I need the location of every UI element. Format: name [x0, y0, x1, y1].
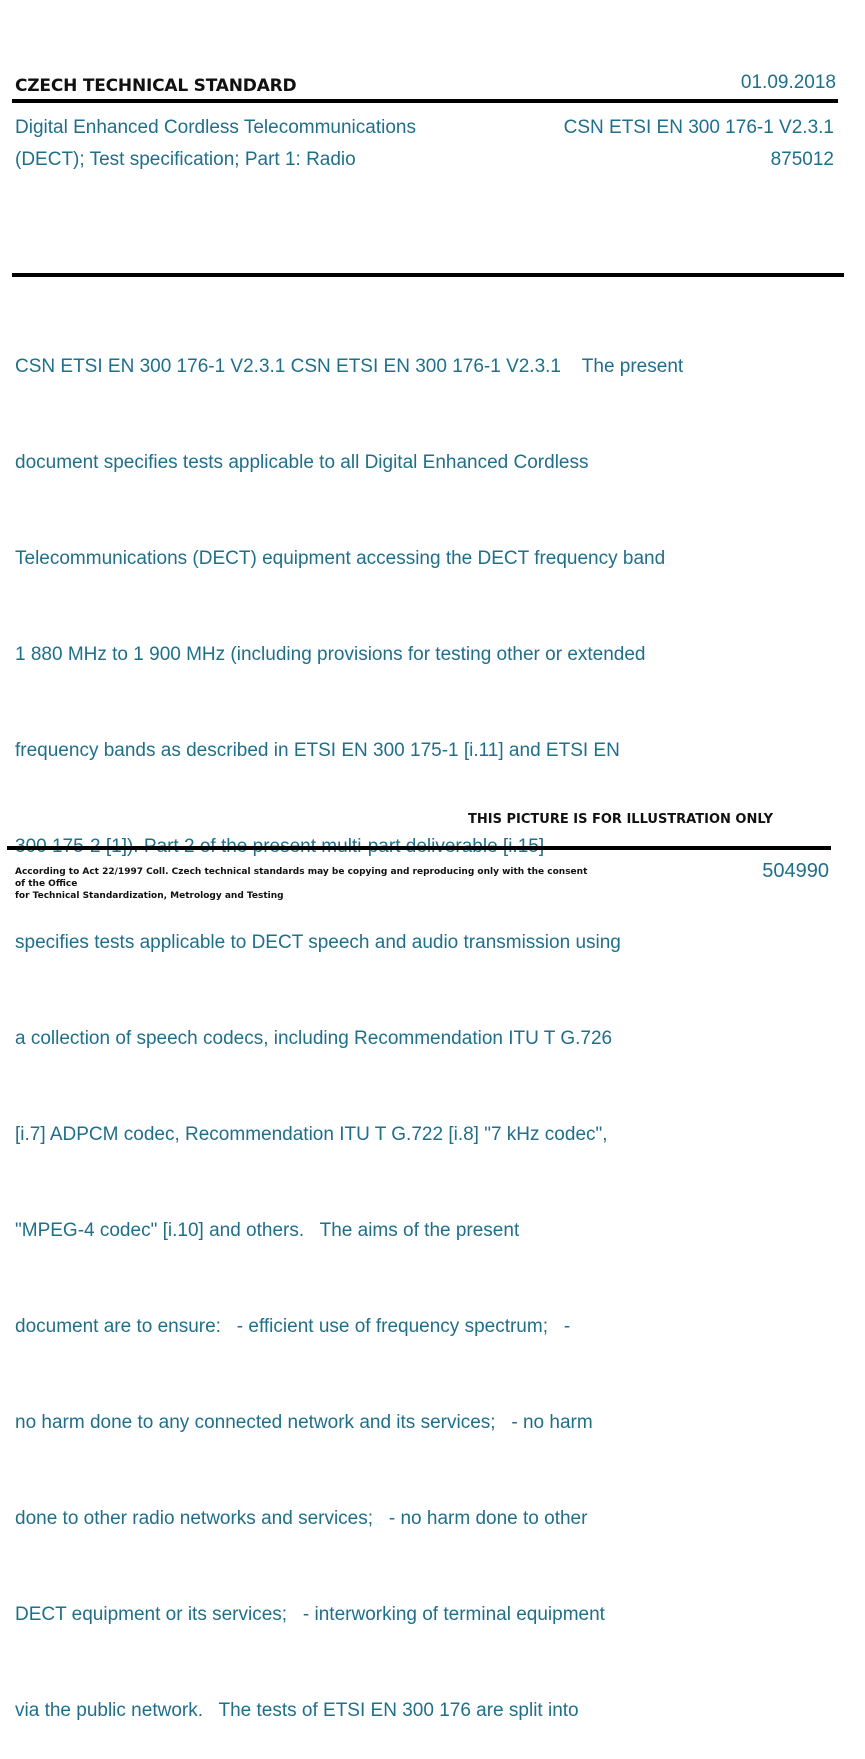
abstract-line: CSN ETSI EN 300 176-1 V2.3.1 CSN ETSI EN 300 176-1 V2.3.1 The present	[15, 356, 684, 377]
title-divider	[12, 273, 844, 277]
publication-date: 01.09.2018	[740, 72, 836, 93]
abstract-line: document are to ensure: - efficient use of frequency spectrum; -	[15, 1316, 571, 1337]
abstract-line: specifies tests applicable to DECT speech and audio transmission using	[15, 932, 621, 953]
copyright-notice	[15, 866, 595, 902]
abstract-line: a collection of speech codecs, including Recommendation ITU T G.726	[15, 1028, 613, 1049]
footer-number: 504990	[762, 860, 829, 882]
abstract-line: Telecommunications (DECT) equipment accessing the DECT frequency band	[15, 548, 666, 569]
header-divider	[12, 99, 838, 103]
abstract-text	[15, 287, 795, 1759]
document-title-line-2: (DECT); Test specification; Part 1: Radio	[15, 149, 356, 170]
abstract-line: document specifies tests applicable to all Digital Enhanced Cordless	[15, 452, 589, 473]
abstract-line: "MPEG-4 codec" [i.10] and others. The aims of the present	[15, 1220, 520, 1241]
abstract-line: [i.7] ADPCM codec, Recommendation ITU T G.722 [i.8] "7 kHz codec",	[15, 1124, 608, 1145]
catalog-number: 875012	[770, 149, 834, 170]
abstract-line: no harm done to any connected network and its services; - no harm	[15, 1412, 593, 1433]
abstract-line: done to other radio networks and services; - no harm done to other	[15, 1508, 588, 1529]
standard-type-label: CZECH TECHNICAL STANDARD	[15, 76, 297, 96]
abstract-line: DECT equipment or its services; - interworking of terminal equipment	[15, 1604, 605, 1625]
copyright-line-1: According to Act 22/1997 Coll. Czech technical standards may be copying and reproducing only with the consent of the Office	[15, 867, 588, 889]
abstract-line: via the public network. The tests of ETSI EN 300 176 are split into	[15, 1700, 579, 1721]
abstract-line: 1 880 MHz to 1 900 MHz (including provisions for testing other or extended	[15, 644, 646, 665]
footer-divider	[7, 846, 831, 850]
illustration-disclaimer: THIS PICTURE IS FOR ILLUSTRATION ONLY	[468, 812, 773, 827]
standard-code: CSN ETSI EN 300 176-1 V2.3.1	[563, 117, 834, 138]
document-title-line-1: Digital Enhanced Cordless Telecommunications	[15, 117, 416, 138]
copyright-line-2: for Technical Standardization, Metrology and Testing	[15, 891, 284, 901]
abstract-line: frequency bands as described in ETSI EN 300 175-1 [i.11] and ETSI EN	[15, 740, 620, 761]
